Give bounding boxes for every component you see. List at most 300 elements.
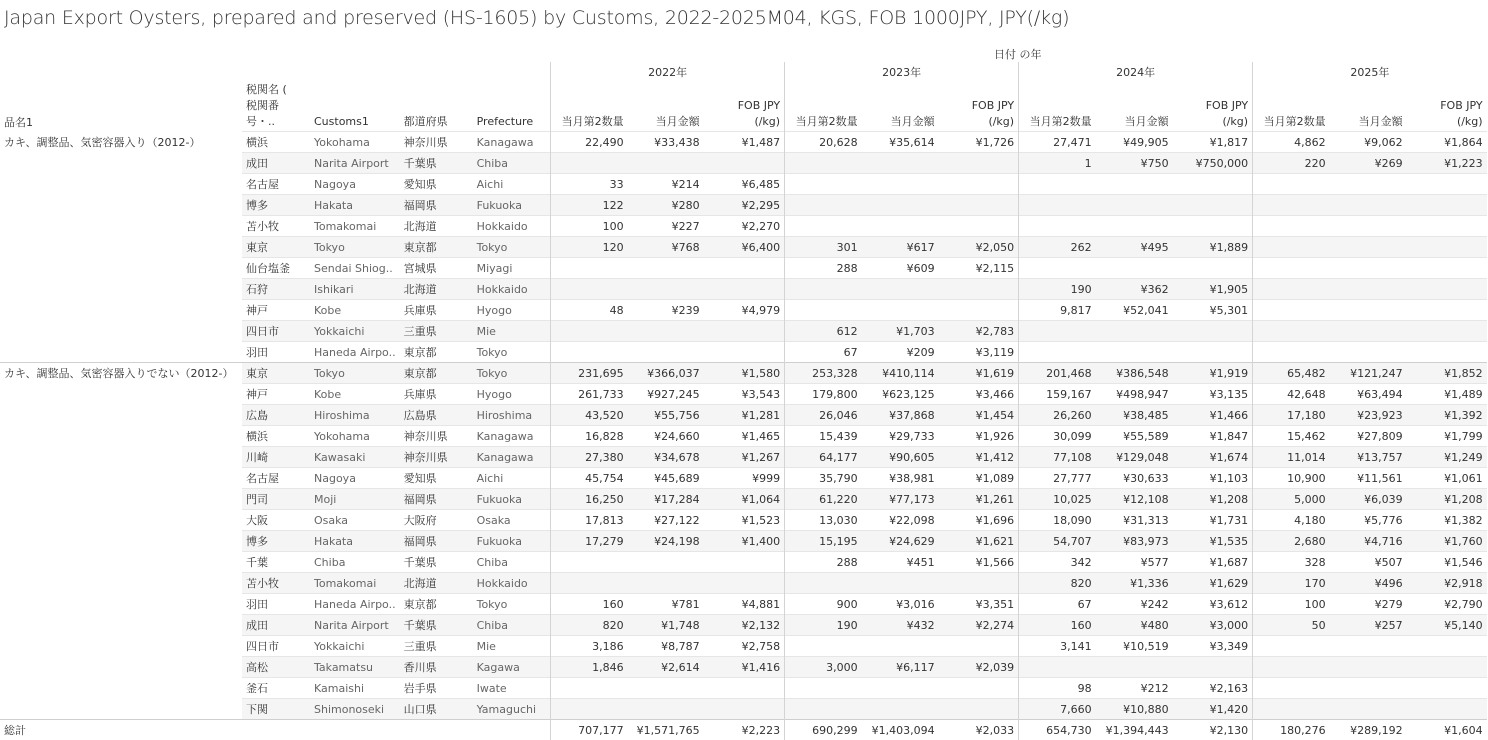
qty-cell[interactable]: 253,328 xyxy=(785,363,862,384)
customs-jp-cell[interactable]: 東京 xyxy=(242,363,310,384)
fob-cell[interactable] xyxy=(1407,657,1487,678)
qty-cell[interactable]: 231,695 xyxy=(551,363,628,384)
qty-column-header[interactable]: 当月第2数量 xyxy=(1253,82,1330,132)
fob-cell[interactable] xyxy=(1173,321,1253,342)
amount-cell[interactable]: ¥10,519 xyxy=(1096,636,1173,657)
fob-cell[interactable]: ¥2,918 xyxy=(1407,573,1487,594)
customs-jp-column-header[interactable]: 税関名 ( 税関番号・.. xyxy=(242,82,310,132)
pref-jp-cell[interactable]: 福岡県 xyxy=(400,195,473,216)
pref-en-cell[interactable]: Hyogo xyxy=(473,384,551,405)
pref-en-cell[interactable]: Hokkaido xyxy=(473,216,551,237)
qty-cell[interactable] xyxy=(1019,657,1096,678)
amount-cell[interactable]: ¥55,589 xyxy=(1096,426,1173,447)
customs-en-cell[interactable]: Tokyo xyxy=(310,363,400,384)
qty-cell[interactable] xyxy=(1253,678,1330,699)
amount-cell[interactable]: ¥121,247 xyxy=(1330,363,1407,384)
customs-jp-cell[interactable]: 名古屋 xyxy=(242,174,310,195)
amount-cell[interactable] xyxy=(1096,216,1173,237)
qty-cell[interactable] xyxy=(1019,321,1096,342)
amount-cell[interactable] xyxy=(628,321,704,342)
qty-column-header[interactable]: 当月第2数量 xyxy=(1019,82,1096,132)
amount-column-header[interactable]: 当月金額 xyxy=(1330,82,1407,132)
amount-cell[interactable]: ¥49,905 xyxy=(1096,132,1173,153)
total-fob-cell[interactable]: ¥2,033 xyxy=(939,720,1019,740)
qty-cell[interactable]: 42,648 xyxy=(1253,384,1330,405)
pref-jp-column-header[interactable]: 都道府県 xyxy=(400,82,473,132)
qty-cell[interactable]: 65,482 xyxy=(1253,363,1330,384)
qty-cell[interactable]: 17,279 xyxy=(551,531,628,552)
qty-cell[interactable] xyxy=(551,279,628,300)
fob-cell[interactable] xyxy=(704,321,785,342)
fob-cell[interactable] xyxy=(1407,216,1487,237)
amount-column-header[interactable]: 当月金額 xyxy=(1096,82,1173,132)
qty-cell[interactable]: 30,099 xyxy=(1019,426,1096,447)
qty-cell[interactable]: 35,790 xyxy=(785,468,862,489)
qty-cell[interactable]: 179,800 xyxy=(785,384,862,405)
amount-cell[interactable] xyxy=(628,279,704,300)
amount-cell[interactable]: ¥34,678 xyxy=(628,447,704,468)
amount-cell[interactable] xyxy=(862,195,939,216)
fob-cell[interactable] xyxy=(939,636,1019,657)
amount-cell[interactable] xyxy=(628,552,704,573)
qty-cell[interactable]: 10,900 xyxy=(1253,468,1330,489)
qty-cell[interactable]: 27,777 xyxy=(1019,468,1096,489)
fob-cell[interactable]: ¥1,580 xyxy=(704,363,785,384)
fob-column-header[interactable]: FOB JPY (/kg) xyxy=(1173,82,1253,132)
pref-jp-cell[interactable]: 兵庫県 xyxy=(400,384,473,405)
qty-cell[interactable] xyxy=(1253,258,1330,279)
fob-cell[interactable] xyxy=(1407,678,1487,699)
qty-cell[interactable]: 160 xyxy=(551,594,628,615)
amount-cell[interactable]: ¥55,756 xyxy=(628,405,704,426)
amount-cell[interactable]: ¥257 xyxy=(1330,615,1407,636)
qty-cell[interactable] xyxy=(785,153,862,174)
qty-cell[interactable]: 612 xyxy=(785,321,862,342)
qty-cell[interactable] xyxy=(785,174,862,195)
total-fob-cell[interactable]: ¥1,604 xyxy=(1407,720,1487,740)
amount-cell[interactable] xyxy=(1096,342,1173,363)
fob-cell[interactable]: ¥1,546 xyxy=(1407,552,1487,573)
fob-cell[interactable]: ¥3,135 xyxy=(1173,384,1253,405)
qty-cell[interactable] xyxy=(785,699,862,720)
qty-cell[interactable] xyxy=(551,678,628,699)
qty-cell[interactable]: 61,220 xyxy=(785,489,862,510)
qty-cell[interactable]: 26,046 xyxy=(785,405,862,426)
fob-cell[interactable]: ¥1,261 xyxy=(939,489,1019,510)
amount-cell[interactable]: ¥5,776 xyxy=(1330,510,1407,531)
fob-cell[interactable]: ¥1,392 xyxy=(1407,405,1487,426)
fob-cell[interactable]: ¥1,223 xyxy=(1407,153,1487,174)
qty-cell[interactable]: 67 xyxy=(785,342,862,363)
product-column-header[interactable]: 品名1 xyxy=(0,82,242,132)
customs-en-cell[interactable]: Nagoya xyxy=(310,174,400,195)
fob-cell[interactable]: ¥1,103 xyxy=(1173,468,1253,489)
fob-cell[interactable]: ¥6,400 xyxy=(704,237,785,258)
qty-cell[interactable]: 301 xyxy=(785,237,862,258)
fob-cell[interactable] xyxy=(1407,237,1487,258)
pref-en-cell[interactable]: Tokyo xyxy=(473,237,551,258)
amount-cell[interactable]: ¥279 xyxy=(1330,594,1407,615)
pref-jp-cell[interactable]: 神奈川県 xyxy=(400,426,473,447)
qty-cell[interactable] xyxy=(785,279,862,300)
customs-jp-cell[interactable]: 博多 xyxy=(242,531,310,552)
qty-cell[interactable]: 16,828 xyxy=(551,426,628,447)
fob-cell[interactable]: ¥2,115 xyxy=(939,258,1019,279)
fob-cell[interactable]: ¥2,758 xyxy=(704,636,785,657)
year-header[interactable]: 2022年 xyxy=(551,62,785,82)
qty-cell[interactable] xyxy=(785,195,862,216)
customs-jp-cell[interactable]: 門司 xyxy=(242,489,310,510)
qty-cell[interactable] xyxy=(785,300,862,321)
qty-cell[interactable]: 67 xyxy=(1019,594,1096,615)
fob-cell[interactable] xyxy=(1407,195,1487,216)
fob-cell[interactable]: ¥1,731 xyxy=(1173,510,1253,531)
pref-en-cell[interactable]: Mie xyxy=(473,636,551,657)
fob-cell[interactable]: ¥1,061 xyxy=(1407,468,1487,489)
qty-cell[interactable]: 15,462 xyxy=(1253,426,1330,447)
qty-cell[interactable]: 11,014 xyxy=(1253,447,1330,468)
fob-cell[interactable] xyxy=(1407,636,1487,657)
fob-cell[interactable]: ¥1,064 xyxy=(704,489,785,510)
amount-cell[interactable] xyxy=(1330,237,1407,258)
qty-cell[interactable] xyxy=(551,552,628,573)
total-amount-cell[interactable]: ¥1,394,443 xyxy=(1096,720,1173,740)
pref-jp-cell[interactable]: 北海道 xyxy=(400,279,473,300)
pref-en-cell[interactable]: Kagawa xyxy=(473,657,551,678)
amount-cell[interactable]: ¥77,173 xyxy=(862,489,939,510)
fob-column-header[interactable]: FOB JPY (/kg) xyxy=(704,82,785,132)
fob-cell[interactable] xyxy=(939,573,1019,594)
customs-en-cell[interactable]: Yokohama xyxy=(310,426,400,447)
qty-cell[interactable] xyxy=(1253,279,1330,300)
fob-cell[interactable]: ¥1,864 xyxy=(1407,132,1487,153)
qty-cell[interactable]: 3,186 xyxy=(551,636,628,657)
qty-cell[interactable] xyxy=(1253,237,1330,258)
qty-cell[interactable]: 342 xyxy=(1019,552,1096,573)
qty-cell[interactable]: 16,250 xyxy=(551,489,628,510)
fob-cell[interactable]: ¥2,132 xyxy=(704,615,785,636)
customs-jp-cell[interactable]: 広島 xyxy=(242,405,310,426)
pref-en-cell[interactable]: Iwate xyxy=(473,678,551,699)
customs-jp-cell[interactable]: 名古屋 xyxy=(242,468,310,489)
fob-cell[interactable]: ¥1,847 xyxy=(1173,426,1253,447)
pref-en-cell[interactable]: Tokyo xyxy=(473,363,551,384)
amount-cell[interactable]: ¥6,039 xyxy=(1330,489,1407,510)
pref-jp-cell[interactable]: 北海道 xyxy=(400,216,473,237)
qty-cell[interactable]: 77,108 xyxy=(1019,447,1096,468)
qty-cell[interactable]: 201,468 xyxy=(1019,363,1096,384)
customs-en-cell[interactable]: Hakata xyxy=(310,195,400,216)
fob-cell[interactable] xyxy=(1173,342,1253,363)
customs-jp-cell[interactable]: 仙台塩釜 xyxy=(242,258,310,279)
pref-jp-cell[interactable]: 神奈川県 xyxy=(400,447,473,468)
customs-en-cell[interactable]: Kawasaki xyxy=(310,447,400,468)
fob-cell[interactable]: ¥1,535 xyxy=(1173,531,1253,552)
fob-column-header[interactable]: FOB JPY (/kg) xyxy=(1407,82,1487,132)
fob-cell[interactable] xyxy=(1407,699,1487,720)
qty-cell[interactable] xyxy=(1253,321,1330,342)
qty-cell[interactable] xyxy=(1253,657,1330,678)
customs-jp-cell[interactable]: 神戸 xyxy=(242,384,310,405)
amount-cell[interactable]: ¥495 xyxy=(1096,237,1173,258)
pref-jp-cell[interactable]: 福岡県 xyxy=(400,531,473,552)
amount-cell[interactable]: ¥242 xyxy=(1096,594,1173,615)
amount-cell[interactable]: ¥480 xyxy=(1096,615,1173,636)
customs-jp-cell[interactable]: 成田 xyxy=(242,153,310,174)
fob-cell[interactable] xyxy=(939,699,1019,720)
qty-cell[interactable] xyxy=(1253,216,1330,237)
fob-cell[interactable]: ¥3,119 xyxy=(939,342,1019,363)
customs-en-cell[interactable]: Ishikari xyxy=(310,279,400,300)
qty-cell[interactable]: 170 xyxy=(1253,573,1330,594)
qty-cell[interactable] xyxy=(1253,174,1330,195)
fob-cell[interactable]: ¥3,000 xyxy=(1173,615,1253,636)
fob-cell[interactable]: ¥1,566 xyxy=(939,552,1019,573)
customs-jp-cell[interactable]: 四日市 xyxy=(242,636,310,657)
amount-cell[interactable]: ¥33,438 xyxy=(628,132,704,153)
amount-cell[interactable]: ¥27,809 xyxy=(1330,426,1407,447)
pref-en-cell[interactable]: Fukuoka xyxy=(473,489,551,510)
fob-cell[interactable] xyxy=(939,153,1019,174)
qty-column-header[interactable]: 当月第2数量 xyxy=(785,82,862,132)
fob-cell[interactable] xyxy=(1407,279,1487,300)
fob-cell[interactable]: ¥1,760 xyxy=(1407,531,1487,552)
amount-cell[interactable] xyxy=(1330,279,1407,300)
amount-cell[interactable]: ¥239 xyxy=(628,300,704,321)
pref-en-cell[interactable]: Aichi xyxy=(473,174,551,195)
amount-cell[interactable]: ¥11,561 xyxy=(1330,468,1407,489)
qty-cell[interactable]: 262 xyxy=(1019,237,1096,258)
customs-en-cell[interactable]: Shimonoseki xyxy=(310,699,400,720)
fob-cell[interactable]: ¥1,619 xyxy=(939,363,1019,384)
fob-cell[interactable]: ¥1,523 xyxy=(704,510,785,531)
fob-cell[interactable]: ¥4,881 xyxy=(704,594,785,615)
qty-cell[interactable]: 45,754 xyxy=(551,468,628,489)
qty-cell[interactable] xyxy=(1253,699,1330,720)
qty-cell[interactable]: 288 xyxy=(785,552,862,573)
customs-jp-cell[interactable]: 羽田 xyxy=(242,594,310,615)
fob-cell[interactable]: ¥1,621 xyxy=(939,531,1019,552)
qty-cell[interactable]: 2,680 xyxy=(1253,531,1330,552)
amount-cell[interactable]: ¥35,614 xyxy=(862,132,939,153)
amount-cell[interactable] xyxy=(628,153,704,174)
qty-cell[interactable]: 33 xyxy=(551,174,628,195)
qty-cell[interactable] xyxy=(551,342,628,363)
amount-cell[interactable]: ¥9,062 xyxy=(1330,132,1407,153)
qty-cell[interactable] xyxy=(551,153,628,174)
amount-cell[interactable]: ¥38,981 xyxy=(862,468,939,489)
fob-cell[interactable]: ¥1,674 xyxy=(1173,447,1253,468)
fob-cell[interactable]: ¥1,489 xyxy=(1407,384,1487,405)
amount-cell[interactable] xyxy=(1330,174,1407,195)
amount-cell[interactable] xyxy=(1330,636,1407,657)
amount-cell[interactable]: ¥1,748 xyxy=(628,615,704,636)
fob-cell[interactable] xyxy=(939,216,1019,237)
amount-cell[interactable] xyxy=(862,300,939,321)
pref-jp-cell[interactable]: 千葉県 xyxy=(400,153,473,174)
pref-en-cell[interactable]: Kanagawa xyxy=(473,132,551,153)
fob-cell[interactable] xyxy=(704,699,785,720)
amount-column-header[interactable]: 当月金額 xyxy=(862,82,939,132)
customs-en-cell[interactable]: Kobe xyxy=(310,300,400,321)
pref-en-cell[interactable]: Osaka xyxy=(473,510,551,531)
amount-cell[interactable] xyxy=(628,699,704,720)
qty-cell[interactable]: 48 xyxy=(551,300,628,321)
customs-en-cell[interactable]: Yokkaichi xyxy=(310,636,400,657)
amount-cell[interactable] xyxy=(862,573,939,594)
qty-cell[interactable]: 43,520 xyxy=(551,405,628,426)
fob-cell[interactable] xyxy=(704,678,785,699)
amount-cell[interactable]: ¥209 xyxy=(862,342,939,363)
amount-cell[interactable] xyxy=(1330,195,1407,216)
customs-en-cell[interactable]: Tomakomai xyxy=(310,216,400,237)
amount-cell[interactable] xyxy=(862,699,939,720)
pref-en-cell[interactable]: Hyogo xyxy=(473,300,551,321)
qty-column-header[interactable]: 当月第2数量 xyxy=(551,82,628,132)
amount-cell[interactable]: ¥366,037 xyxy=(628,363,704,384)
fob-cell[interactable] xyxy=(1407,321,1487,342)
fob-cell[interactable]: ¥1,089 xyxy=(939,468,1019,489)
fob-cell[interactable]: ¥1,905 xyxy=(1173,279,1253,300)
total-qty-cell[interactable]: 690,299 xyxy=(785,720,862,740)
fob-cell[interactable]: ¥2,783 xyxy=(939,321,1019,342)
amount-cell[interactable] xyxy=(1330,321,1407,342)
fob-cell[interactable]: ¥1,208 xyxy=(1407,489,1487,510)
customs-jp-cell[interactable]: 羽田 xyxy=(242,342,310,363)
fob-cell[interactable]: ¥1,249 xyxy=(1407,447,1487,468)
fob-cell[interactable]: ¥750,000 xyxy=(1173,153,1253,174)
fob-cell[interactable]: ¥2,163 xyxy=(1173,678,1253,699)
customs-jp-cell[interactable]: 博多 xyxy=(242,195,310,216)
amount-cell[interactable]: ¥13,757 xyxy=(1330,447,1407,468)
amount-cell[interactable] xyxy=(862,678,939,699)
customs-en-cell[interactable]: Hiroshima xyxy=(310,405,400,426)
product-cell[interactable]: カキ、調整品、気密容器入りでない（2012-） xyxy=(0,363,242,720)
qty-cell[interactable]: 20,628 xyxy=(785,132,862,153)
customs-en-cell[interactable]: Sendai Shiog.. xyxy=(310,258,400,279)
pref-jp-cell[interactable]: 岩手県 xyxy=(400,678,473,699)
amount-cell[interactable]: ¥1,703 xyxy=(862,321,939,342)
qty-cell[interactable] xyxy=(1019,258,1096,279)
pref-en-cell[interactable]: Hiroshima xyxy=(473,405,551,426)
amount-cell[interactable]: ¥90,605 xyxy=(862,447,939,468)
amount-cell[interactable]: ¥227 xyxy=(628,216,704,237)
pref-jp-cell[interactable]: 広島県 xyxy=(400,405,473,426)
fob-cell[interactable] xyxy=(704,153,785,174)
fob-cell[interactable]: ¥2,295 xyxy=(704,195,785,216)
amount-cell[interactable]: ¥24,629 xyxy=(862,531,939,552)
fob-cell[interactable]: ¥3,349 xyxy=(1173,636,1253,657)
fob-column-header[interactable]: FOB JPY (/kg) xyxy=(939,82,1019,132)
fob-cell[interactable] xyxy=(704,279,785,300)
amount-column-header[interactable]: 当月金額 xyxy=(628,82,704,132)
qty-cell[interactable]: 17,180 xyxy=(1253,405,1330,426)
qty-cell[interactable]: 190 xyxy=(785,615,862,636)
pref-en-cell[interactable]: Fukuoka xyxy=(473,531,551,552)
amount-cell[interactable]: ¥750 xyxy=(1096,153,1173,174)
pref-en-cell[interactable]: Aichi xyxy=(473,468,551,489)
amount-cell[interactable]: ¥1,336 xyxy=(1096,573,1173,594)
amount-cell[interactable] xyxy=(1330,216,1407,237)
customs-jp-cell[interactable]: 四日市 xyxy=(242,321,310,342)
customs-jp-cell[interactable]: 高松 xyxy=(242,657,310,678)
amount-cell[interactable] xyxy=(862,279,939,300)
qty-cell[interactable] xyxy=(1019,174,1096,195)
amount-cell[interactable] xyxy=(1330,678,1407,699)
pref-en-cell[interactable]: Kanagawa xyxy=(473,426,551,447)
fob-cell[interactable] xyxy=(1407,300,1487,321)
fob-cell[interactable]: ¥6,485 xyxy=(704,174,785,195)
customs-en-cell[interactable]: Haneda Airpo.. xyxy=(310,594,400,615)
amount-cell[interactable]: ¥31,313 xyxy=(1096,510,1173,531)
qty-cell[interactable] xyxy=(1253,300,1330,321)
amount-cell[interactable]: ¥37,868 xyxy=(862,405,939,426)
fob-cell[interactable] xyxy=(704,552,785,573)
pref-jp-cell[interactable]: 香川県 xyxy=(400,657,473,678)
pref-jp-cell[interactable]: 東京都 xyxy=(400,594,473,615)
customs-en-cell[interactable]: Yokohama xyxy=(310,132,400,153)
customs-en-cell[interactable]: Tomakomai xyxy=(310,573,400,594)
qty-cell[interactable]: 160 xyxy=(1019,615,1096,636)
fob-cell[interactable]: ¥1,696 xyxy=(939,510,1019,531)
qty-cell[interactable]: 3,000 xyxy=(785,657,862,678)
year-header[interactable]: 2025年 xyxy=(1253,62,1487,82)
amount-cell[interactable] xyxy=(628,573,704,594)
fob-cell[interactable]: ¥1,400 xyxy=(704,531,785,552)
fob-cell[interactable]: ¥1,926 xyxy=(939,426,1019,447)
fob-cell[interactable] xyxy=(704,573,785,594)
pref-en-cell[interactable]: Miyagi xyxy=(473,258,551,279)
fob-cell[interactable]: ¥2,270 xyxy=(704,216,785,237)
fob-cell[interactable] xyxy=(939,195,1019,216)
amount-cell[interactable]: ¥386,548 xyxy=(1096,363,1173,384)
fob-cell[interactable]: ¥1,889 xyxy=(1173,237,1253,258)
fob-cell[interactable] xyxy=(1173,195,1253,216)
amount-cell[interactable]: ¥29,733 xyxy=(862,426,939,447)
amount-cell[interactable]: ¥507 xyxy=(1330,552,1407,573)
amount-cell[interactable]: ¥17,284 xyxy=(628,489,704,510)
customs-jp-cell[interactable]: 下関 xyxy=(242,699,310,720)
amount-cell[interactable]: ¥63,494 xyxy=(1330,384,1407,405)
pref-en-cell[interactable]: Tokyo xyxy=(473,342,551,363)
customs-jp-cell[interactable]: 石狩 xyxy=(242,279,310,300)
customs-en-cell[interactable]: Tokyo xyxy=(310,237,400,258)
pref-jp-cell[interactable]: 東京都 xyxy=(400,363,473,384)
amount-cell[interactable]: ¥6,117 xyxy=(862,657,939,678)
fob-cell[interactable] xyxy=(1173,216,1253,237)
amount-cell[interactable]: ¥4,716 xyxy=(1330,531,1407,552)
qty-cell[interactable]: 10,025 xyxy=(1019,489,1096,510)
qty-cell[interactable] xyxy=(1253,636,1330,657)
fob-cell[interactable] xyxy=(1173,657,1253,678)
qty-cell[interactable] xyxy=(785,573,862,594)
qty-cell[interactable] xyxy=(551,321,628,342)
year-header[interactable]: 2023年 xyxy=(785,62,1019,82)
qty-cell[interactable]: 26,260 xyxy=(1019,405,1096,426)
fob-cell[interactable] xyxy=(1407,258,1487,279)
qty-cell[interactable]: 98 xyxy=(1019,678,1096,699)
pref-en-cell[interactable]: Hokkaido xyxy=(473,279,551,300)
customs-en-cell[interactable]: Kamaishi xyxy=(310,678,400,699)
customs-jp-cell[interactable]: 東京 xyxy=(242,237,310,258)
fob-cell[interactable]: ¥1,466 xyxy=(1173,405,1253,426)
customs-en-cell[interactable]: Osaka xyxy=(310,510,400,531)
total-qty-cell[interactable]: 180,276 xyxy=(1253,720,1330,740)
amount-cell[interactable]: ¥451 xyxy=(862,552,939,573)
fob-cell[interactable]: ¥5,301 xyxy=(1173,300,1253,321)
amount-cell[interactable]: ¥23,923 xyxy=(1330,405,1407,426)
pref-jp-cell[interactable]: 東京都 xyxy=(400,342,473,363)
